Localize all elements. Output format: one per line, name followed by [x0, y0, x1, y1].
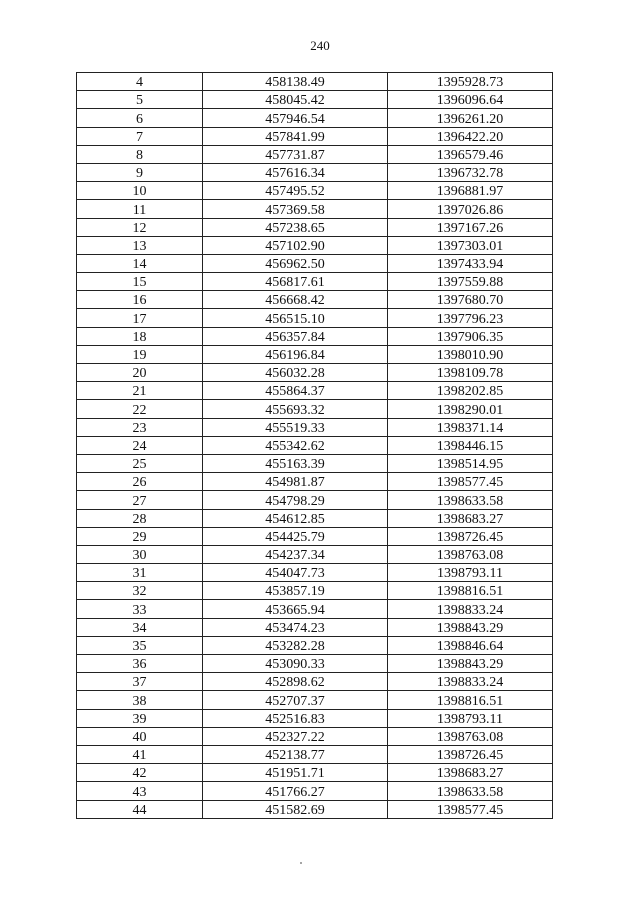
table-row	[77, 709, 553, 727]
x-coordinate-cell: 451951.71	[203, 764, 388, 782]
y-coordinate-cell: 1398763.08	[388, 727, 553, 745]
table-row	[77, 436, 553, 454]
y-coordinate-cell: 1398793.11	[388, 709, 553, 727]
coordinates-table-container	[76, 72, 552, 819]
x-coordinate-cell: 453282.28	[203, 636, 388, 654]
x-coordinate-cell: 454798.29	[203, 491, 388, 509]
point-number-cell: 21	[77, 382, 203, 400]
table-row	[77, 673, 553, 691]
y-coordinate-cell: 1398290.01	[388, 400, 553, 418]
x-coordinate-cell: 455519.33	[203, 418, 388, 436]
x-coordinate-cell: 456196.84	[203, 345, 388, 363]
point-number-cell: 36	[77, 655, 203, 673]
y-coordinate-cell: 1397303.01	[388, 236, 553, 254]
y-coordinate-cell: 1398816.51	[388, 691, 553, 709]
y-coordinate-cell: 1398577.45	[388, 473, 553, 491]
x-coordinate-cell: 454425.79	[203, 527, 388, 545]
table-row	[77, 655, 553, 673]
y-coordinate-cell: 1396261.20	[388, 109, 553, 127]
x-coordinate-cell: 458138.49	[203, 73, 388, 91]
y-coordinate-cell: 1397796.23	[388, 309, 553, 327]
x-coordinate-cell: 452707.37	[203, 691, 388, 709]
table-row	[77, 636, 553, 654]
table-row	[77, 800, 553, 818]
x-coordinate-cell: 453090.33	[203, 655, 388, 673]
y-coordinate-cell: 1398446.15	[388, 436, 553, 454]
table-row	[77, 418, 553, 436]
x-coordinate-cell: 457495.52	[203, 182, 388, 200]
table-row	[77, 254, 553, 272]
table-row	[77, 236, 553, 254]
table-row	[77, 727, 553, 745]
table-row	[77, 691, 553, 709]
table-row	[77, 345, 553, 363]
y-coordinate-cell: 1398726.45	[388, 527, 553, 545]
x-coordinate-cell: 453474.23	[203, 618, 388, 636]
table-row	[77, 145, 553, 163]
point-number-cell: 34	[77, 618, 203, 636]
table-row	[77, 273, 553, 291]
table-row	[77, 582, 553, 600]
table-row	[77, 509, 553, 527]
x-coordinate-cell: 455693.32	[203, 400, 388, 418]
y-coordinate-cell: 1398843.29	[388, 618, 553, 636]
table-row	[77, 364, 553, 382]
point-number-cell: 32	[77, 582, 203, 600]
point-number-cell: 7	[77, 127, 203, 145]
x-coordinate-cell: 457369.58	[203, 200, 388, 218]
point-number-cell: 41	[77, 745, 203, 763]
x-coordinate-cell: 453665.94	[203, 600, 388, 618]
y-coordinate-cell: 1398514.95	[388, 454, 553, 472]
x-coordinate-cell: 453857.19	[203, 582, 388, 600]
x-coordinate-cell: 452898.62	[203, 673, 388, 691]
y-coordinate-cell: 1397680.70	[388, 291, 553, 309]
table-row	[77, 109, 553, 127]
y-coordinate-cell: 1397559.88	[388, 273, 553, 291]
point-number-cell: 10	[77, 182, 203, 200]
y-coordinate-cell: 1398763.08	[388, 545, 553, 563]
x-coordinate-cell: 454047.73	[203, 564, 388, 582]
y-coordinate-cell: 1398202.85	[388, 382, 553, 400]
x-coordinate-cell: 457616.34	[203, 163, 388, 181]
point-number-cell: 29	[77, 527, 203, 545]
x-coordinate-cell: 457238.65	[203, 218, 388, 236]
x-coordinate-cell: 457946.54	[203, 109, 388, 127]
table-row	[77, 545, 553, 563]
table-row	[77, 218, 553, 236]
table-row	[77, 491, 553, 509]
point-number-cell: 37	[77, 673, 203, 691]
page-number: 240	[310, 38, 330, 53]
y-coordinate-cell: 1398109.78	[388, 364, 553, 382]
point-number-cell: 28	[77, 509, 203, 527]
point-number-cell: 39	[77, 709, 203, 727]
table-row	[77, 327, 553, 345]
y-coordinate-cell: 1398816.51	[388, 582, 553, 600]
y-coordinate-cell: 1397906.35	[388, 327, 553, 345]
y-coordinate-cell: 1397026.86	[388, 200, 553, 218]
x-coordinate-cell: 455864.37	[203, 382, 388, 400]
y-coordinate-cell: 1395928.73	[388, 73, 553, 91]
x-coordinate-cell: 457841.99	[203, 127, 388, 145]
y-coordinate-cell: 1398843.29	[388, 655, 553, 673]
y-coordinate-cell: 1396422.20	[388, 127, 553, 145]
x-coordinate-cell: 454981.87	[203, 473, 388, 491]
table-row	[77, 473, 553, 491]
x-coordinate-cell: 456962.50	[203, 254, 388, 272]
table-row	[77, 309, 553, 327]
table-row	[77, 163, 553, 181]
point-number-cell: 31	[77, 564, 203, 582]
y-coordinate-cell: 1398833.24	[388, 600, 553, 618]
x-coordinate-cell: 454612.85	[203, 509, 388, 527]
point-number-cell: 19	[77, 345, 203, 363]
y-coordinate-cell: 1398683.27	[388, 509, 553, 527]
y-coordinate-cell: 1398633.58	[388, 491, 553, 509]
point-number-cell: 22	[77, 400, 203, 418]
y-coordinate-cell: 1398793.11	[388, 564, 553, 582]
x-coordinate-cell: 452327.22	[203, 727, 388, 745]
point-number-cell: 15	[77, 273, 203, 291]
table-row	[77, 745, 553, 763]
point-number-cell: 33	[77, 600, 203, 618]
x-coordinate-cell: 456817.61	[203, 273, 388, 291]
x-coordinate-cell: 457731.87	[203, 145, 388, 163]
table-row	[77, 73, 553, 91]
table-row	[77, 618, 553, 636]
y-coordinate-cell: 1398633.58	[388, 782, 553, 800]
x-coordinate-cell: 455342.62	[203, 436, 388, 454]
table-row	[77, 600, 553, 618]
x-coordinate-cell: 451582.69	[203, 800, 388, 818]
table-row	[77, 764, 553, 782]
x-coordinate-cell: 456668.42	[203, 291, 388, 309]
x-coordinate-cell: 458045.42	[203, 91, 388, 109]
point-number-cell: 42	[77, 764, 203, 782]
y-coordinate-cell: 1398846.64	[388, 636, 553, 654]
table-row	[77, 527, 553, 545]
y-coordinate-cell: 1398371.14	[388, 418, 553, 436]
x-coordinate-cell: 452138.77	[203, 745, 388, 763]
table-row	[77, 454, 553, 472]
y-coordinate-cell: 1398010.90	[388, 345, 553, 363]
coordinates-table-body	[77, 73, 553, 819]
y-coordinate-cell: 1398726.45	[388, 745, 553, 763]
scan-speck	[300, 862, 302, 864]
point-number-cell: 13	[77, 236, 203, 254]
point-number-cell: 9	[77, 163, 203, 181]
table-row	[77, 782, 553, 800]
y-coordinate-cell: 1396096.64	[388, 91, 553, 109]
table-row	[77, 291, 553, 309]
point-number-cell: 6	[77, 109, 203, 127]
point-number-cell: 44	[77, 800, 203, 818]
x-coordinate-cell: 456515.10	[203, 309, 388, 327]
point-number-cell: 12	[77, 218, 203, 236]
point-number-cell: 24	[77, 436, 203, 454]
point-number-cell: 23	[77, 418, 203, 436]
y-coordinate-cell: 1398833.24	[388, 673, 553, 691]
point-number-cell: 20	[77, 364, 203, 382]
x-coordinate-cell: 454237.34	[203, 545, 388, 563]
point-number-cell: 25	[77, 454, 203, 472]
point-number-cell: 18	[77, 327, 203, 345]
table-row	[77, 182, 553, 200]
y-coordinate-cell: 1396732.78	[388, 163, 553, 181]
point-number-cell: 5	[77, 91, 203, 109]
table-row	[77, 564, 553, 582]
table-row	[77, 91, 553, 109]
point-number-cell: 30	[77, 545, 203, 563]
point-number-cell: 43	[77, 782, 203, 800]
point-number-cell: 4	[77, 73, 203, 91]
y-coordinate-cell: 1396881.97	[388, 182, 553, 200]
point-number-cell: 26	[77, 473, 203, 491]
y-coordinate-cell: 1398577.45	[388, 800, 553, 818]
x-coordinate-cell: 456032.28	[203, 364, 388, 382]
y-coordinate-cell: 1397433.94	[388, 254, 553, 272]
point-number-cell: 38	[77, 691, 203, 709]
y-coordinate-cell: 1397167.26	[388, 218, 553, 236]
x-coordinate-cell: 452516.83	[203, 709, 388, 727]
x-coordinate-cell: 451766.27	[203, 782, 388, 800]
coordinates-table	[76, 72, 553, 819]
y-coordinate-cell: 1398683.27	[388, 764, 553, 782]
point-number-cell: 14	[77, 254, 203, 272]
table-row	[77, 400, 553, 418]
point-number-cell: 35	[77, 636, 203, 654]
table-row	[77, 200, 553, 218]
x-coordinate-cell: 457102.90	[203, 236, 388, 254]
point-number-cell: 27	[77, 491, 203, 509]
y-coordinate-cell: 1396579.46	[388, 145, 553, 163]
point-number-cell: 8	[77, 145, 203, 163]
point-number-cell: 11	[77, 200, 203, 218]
table-row	[77, 127, 553, 145]
table-row	[77, 382, 553, 400]
x-coordinate-cell: 456357.84	[203, 327, 388, 345]
point-number-cell: 16	[77, 291, 203, 309]
point-number-cell: 40	[77, 727, 203, 745]
point-number-cell: 17	[77, 309, 203, 327]
x-coordinate-cell: 455163.39	[203, 454, 388, 472]
